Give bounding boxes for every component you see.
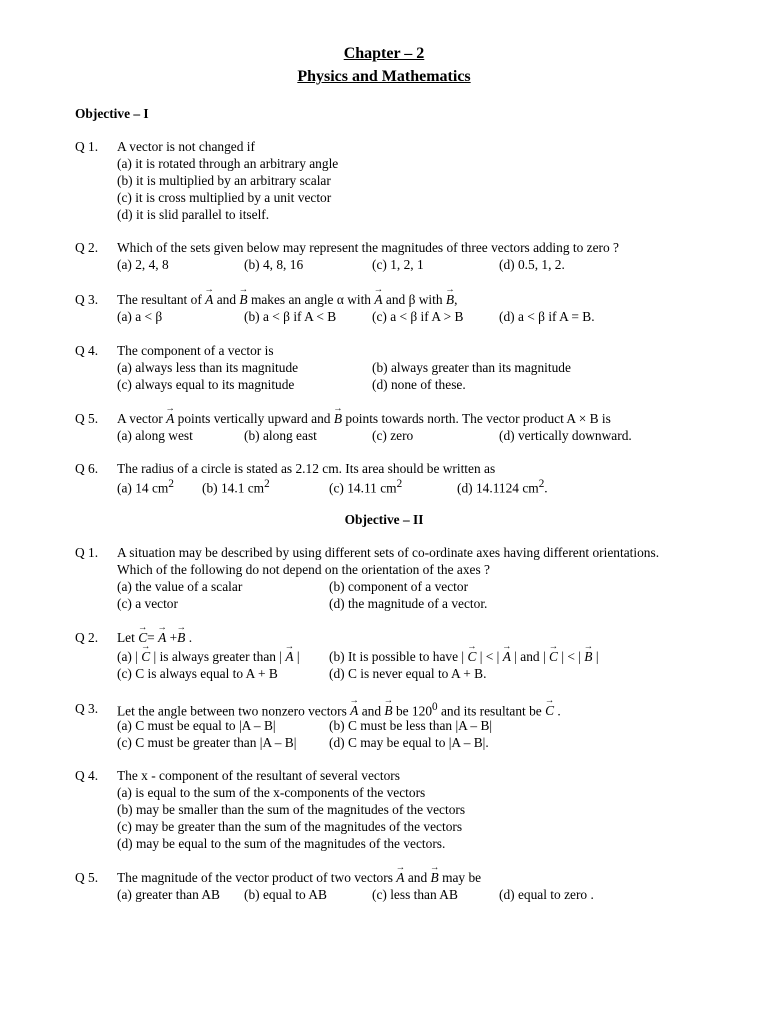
option-c: (c) less than AB: [372, 887, 458, 902]
option-b: (b) along east: [244, 428, 317, 443]
question-number: Q 2.: [75, 240, 99, 255]
option-d: (d) none of these.: [372, 377, 466, 392]
option-d: (d) it is slid parallel to itself.: [117, 207, 270, 222]
option-b: (b) It is possible to have | → C | < | → A | and | → C | < | → B |: [329, 649, 599, 665]
option-d: (d) a < β if A = B.: [499, 309, 595, 324]
option-a: (a) it is rotated through an arbitrary angle: [117, 156, 339, 171]
vector-b: → B: [431, 870, 439, 885]
option-b: (b) always greater than its magnitude: [372, 360, 571, 375]
option-a: (a) along west: [117, 428, 193, 443]
section-heading-objective-1: Objective – I: [75, 106, 149, 121]
question-number: Q 1.: [75, 545, 99, 560]
option-c: (c) may be greater than the sum of the magnitudes of the vectors: [117, 819, 463, 834]
option-a: (a) | → C | is always greater than | → A |: [117, 649, 300, 665]
vector-a: → A: [205, 292, 213, 307]
option-a: (a) a < β: [117, 309, 163, 324]
option-a: (a) 2, 4, 8: [117, 257, 169, 272]
question-number: Q 3.: [75, 701, 99, 716]
section-heading-objective-2: Objective – II: [344, 512, 424, 527]
option-b: (b) it is multiplied by an arbitrary scalar: [117, 173, 331, 188]
question-text-2: Which of the following do not depend on the orientation of the axes ?: [117, 562, 490, 577]
vector-a: → A: [166, 411, 174, 426]
question-text: The radius of a circle is stated as 2.12 cm. Its area should be written as: [117, 461, 496, 476]
vector-a: → A: [350, 703, 358, 718]
option-b: (b) component of a vector: [329, 579, 469, 594]
question-text: The magnitude of the vector product of two vectors → A and → B may be: [117, 870, 481, 886]
question-number: Q 4.: [75, 768, 99, 783]
option-d: (d) vertically downward.: [499, 428, 632, 443]
question-text: A vector → A points vertically upward and → B points towards north. The vector product A × B is: [117, 411, 611, 427]
option-b: (b) a < β if A < B: [244, 309, 337, 324]
option-d: (d) C may be equal to |A – B|.: [329, 735, 489, 750]
option-b: (b) 14.1 $cm^2$: [202, 478, 270, 496]
option-c: (c) always equal to its magnitude: [117, 377, 295, 392]
question-text: A situation may be described by using different sets of co-ordinate axes having different orientations.: [117, 545, 660, 560]
question-number: Q 4.: [75, 343, 99, 358]
option-a: (a) always less than its magnitude: [117, 360, 299, 375]
vector-b: → B: [446, 292, 454, 307]
subject-title: Physics and Mathematics: [297, 68, 471, 85]
option-d: (d) equal to zero .: [499, 887, 594, 902]
option-d: (d) may be equal to the sum of the magnitudes of the vectors.: [117, 836, 446, 851]
option-c: (c) C is always equal to A + B: [117, 666, 278, 681]
question-number: Q 3.: [75, 292, 99, 307]
question-number: Q 2.: [75, 630, 99, 645]
vector-c: → C: [545, 703, 554, 718]
vector-b: → B: [384, 703, 392, 718]
option-b: (b) may be smaller than the sum of the magnitudes of the vectors: [117, 802, 466, 817]
question-number: Q 5.: [75, 870, 99, 885]
option-c: (c) 1, 2, 1: [372, 257, 424, 272]
question-text: A vector is not changed if: [117, 139, 255, 154]
option-a: (a) is equal to the sum of the x-components of the vectors: [117, 785, 426, 800]
option-c: (c) a < β if A > B: [372, 309, 464, 324]
vector-b: → B: [177, 630, 185, 645]
option-b: (b) equal to AB: [244, 887, 327, 902]
option-a: (a) C must be equal to |A – B|: [117, 718, 276, 733]
vector-a: → A: [374, 292, 382, 307]
question-text: The resultant of → A and → B makes an angle α with → A and β with → B,: [117, 292, 457, 308]
chapter-title: Chapter – 2: [343, 45, 425, 62]
question-text: Which of the sets given below may represent the magnitudes of three vectors adding to zero ?: [117, 240, 619, 255]
question-text: Let → C= → A +→ B .: [117, 630, 192, 646]
question-number: Q 1.: [75, 139, 99, 154]
vector-c: → C: [138, 630, 147, 645]
vector-a: → A: [396, 870, 404, 885]
option-b: (b) 4, 8, 16: [244, 257, 304, 272]
option-d: (d) 14.1124 $cm^2$.: [457, 478, 548, 496]
option-d: (d) 0.5, 1, 2.: [499, 257, 565, 272]
option-b: (b) C must be less than |A – B|: [329, 718, 493, 733]
question-text: The component of a vector is: [117, 343, 274, 358]
option-a: (a) the value of a scalar: [117, 579, 243, 594]
question-text: Let the angle between two nonzero vectors → A and → B be $120^0$ and its resultant be → C .: [117, 701, 561, 719]
question-text: The x - component of the resultant of several vectors: [117, 768, 400, 783]
option-c: (c) it is cross multiplied by a unit vector: [117, 190, 332, 205]
option-a: (a) 14 $cm^2$: [117, 478, 174, 496]
option-a: (a) greater than AB: [117, 887, 220, 902]
vector-a: → A: [158, 630, 166, 645]
vector-b: → B: [239, 292, 247, 307]
option-d: (d) C is never equal to A + B.: [329, 666, 487, 681]
option-c: (c) C must be greater than |A – B|: [117, 735, 297, 750]
option-c: (c) a vector: [117, 596, 178, 611]
question-number: Q 6.: [75, 461, 99, 476]
option-d: (d) the magnitude of a vector.: [329, 596, 488, 611]
question-number: Q 5.: [75, 411, 99, 426]
option-c: (c) zero: [372, 428, 414, 443]
option-c: (c) 14.11 $cm^2$: [329, 478, 403, 496]
vector-b: → B: [334, 411, 342, 426]
